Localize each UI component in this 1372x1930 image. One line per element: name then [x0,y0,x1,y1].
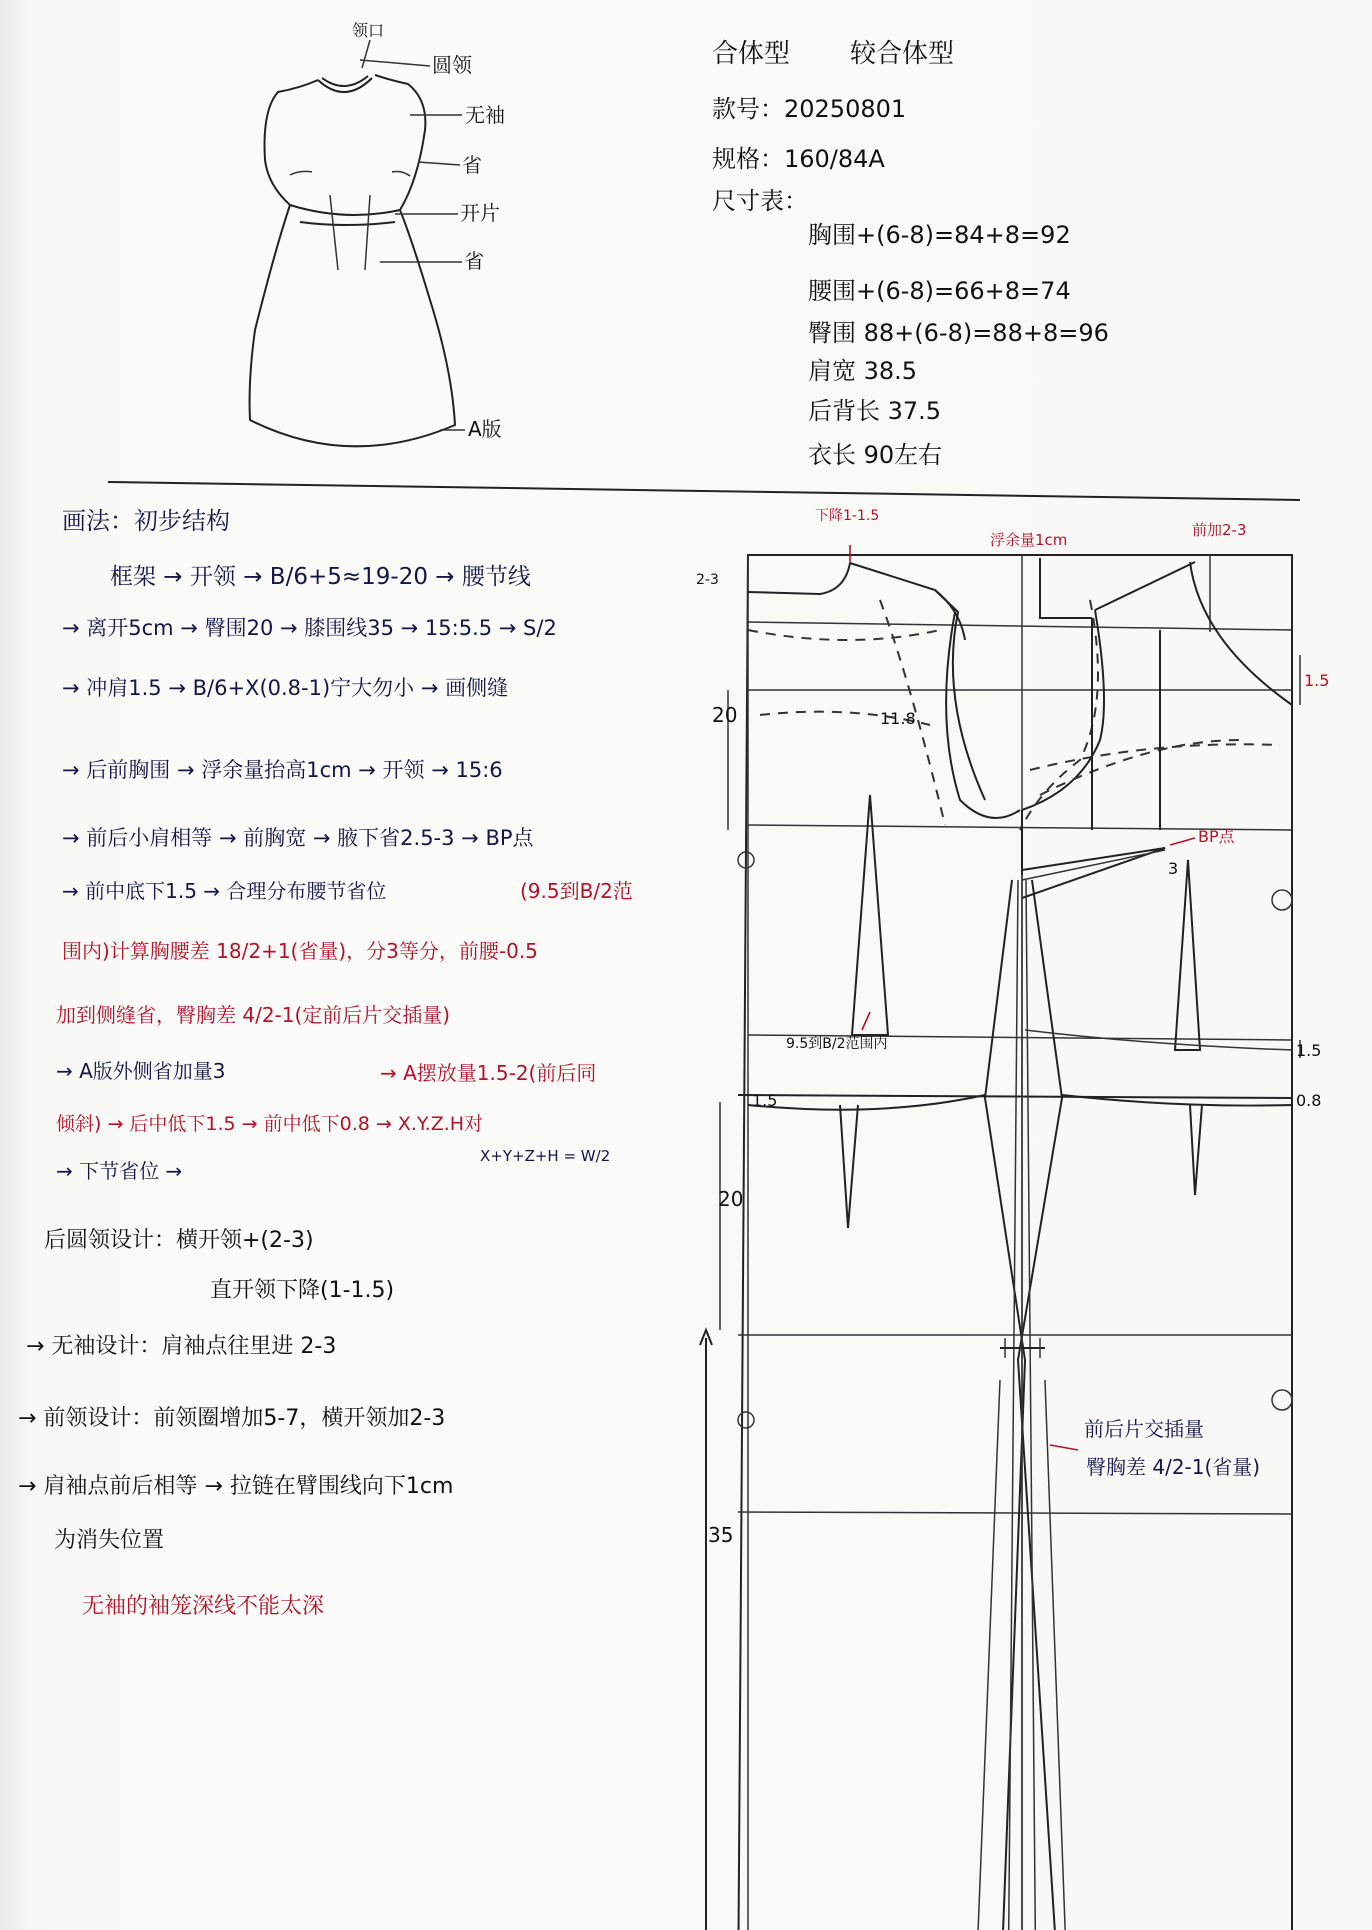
draft-label-front: 前加2-3 [1192,521,1247,539]
draft-label-overlap: 前后片交插量 [1084,1417,1204,1441]
method-note: → A版外侧省加量3 [56,1059,226,1083]
body-type-2: 较合体型 [850,39,955,69]
pattern-draft [700,545,1300,1930]
back-neck-design: 后圆领设计：横开领+(2-3) [44,1228,314,1253]
shoulder-point-note-2: 为消失位置 [54,1528,165,1553]
back-neck-design-2: 直开领下降(1-1.5) [210,1278,395,1303]
method-red-note: (9.5到B/2范 [520,879,633,903]
sketch-label-neckline: 领口 [352,21,385,40]
shoulder-point-note: → 肩袖点前后相等 → 拉链在臂围线向下1cm [18,1474,454,1499]
size-table-label: 尺寸表： [712,187,808,215]
draft-label-15-left: 1.5 [752,1091,778,1110]
method-red-note: 加到侧缝省，臀胸差 4/2-1(定前后片交插量) [56,1003,451,1027]
formula-note: X+Y+Z+H = W/2 [480,1147,611,1165]
sketch-label-a-line: A版 [468,417,502,441]
method-note: → 下节省位 → [56,1159,183,1183]
draft-label-shoulder: 2-3 [696,572,719,588]
body-type: 合体型 [712,39,791,69]
warning-note: 无袖的袖笼深线不能太深 [82,1594,325,1619]
draft-label-bp: BP点 [1198,827,1235,846]
sketch-label-round-collar: 圆领 [432,53,472,77]
size-item: 腰围+(6-8)=66+8=74 [808,277,1071,305]
draft-label-20: 20 [712,703,738,727]
size-item: 后背长 37.5 [808,397,942,425]
sketch-label-dart-lower: 省 [464,249,484,273]
draft-label-35: 35 [708,1523,734,1547]
method-line: → 前中底下1.5 → 合理分布腰节省位 [62,879,387,903]
size-item: 衣长 90左右 [808,441,943,469]
size-spec: 规格：160/84A [712,145,885,173]
dress-sketch [250,40,465,446]
method-red-note: 围内)计算胸腰差 18/2+1(省量)，分3等分，前腰-0.5 [62,939,538,963]
method-line: → 前后小肩相等 → 前胸宽 → 腋下省2.5-3 → BP点 [62,826,534,850]
draft-label-range: 9.5到B/2范围内 [786,1036,888,1052]
method-red-note: → A摆放量1.5-2(前后同 [380,1061,597,1085]
size-item: 臀围 88+(6-8)=88+8=96 [808,319,1109,347]
draft-label-15-waist: 1.5 [1296,1041,1322,1060]
draft-label-118: 11.8 [880,709,916,728]
method-line: → 后前胸围 → 浮余量抬高1cm → 开领 → 15:6 [62,758,503,782]
sketch-label-sleeveless: 无袖 [465,103,505,127]
method-red-note: 倾斜) → 后中低下1.5 → 前中低下0.8 → X.Y.Z.H对 [56,1113,484,1135]
size-item: 胸围+(6-8)=84+8=92 [808,221,1071,249]
draft-label-15-side: 1.5 [1304,671,1330,690]
draft-label-float: 浮余量1cm [990,531,1068,549]
sketch-label-dart-upper: 省 [462,153,482,177]
draft-label-08: 0.8 [1296,1091,1322,1110]
front-neck-design: → 前领设计：前领圈增加5-7，横开领加2-3 [18,1406,446,1431]
draft-label-drop: 下降1-1.5 [815,508,880,524]
draft-label-3: 3 [1168,859,1179,878]
sleeveless-design: → 无袖设计：肩袖点往里进 2-3 [26,1334,337,1359]
method-line: → 离开5cm → 臀围20 → 膝围线35 → 15:5.5 → S/2 [62,616,557,640]
size-item: 肩宽 38.5 [808,357,918,385]
draft-label-20-mid: 20 [718,1187,744,1211]
method-line: → 冲肩1.5 → B/6+X(0.8-1)宁大勿小 → 画侧缝 [62,676,509,700]
method-title: 画法：初步结构 [62,507,230,535]
style-number: 款号：20250801 [712,95,907,123]
draft-label-overlap-2: 臀胸差 4/2-1(省量) [1086,1455,1261,1479]
method-line: 框架 → 开领 → B/6+5≈19-20 → 腰节线 [110,564,531,590]
sketch-label-opening: 开片 [460,201,500,225]
